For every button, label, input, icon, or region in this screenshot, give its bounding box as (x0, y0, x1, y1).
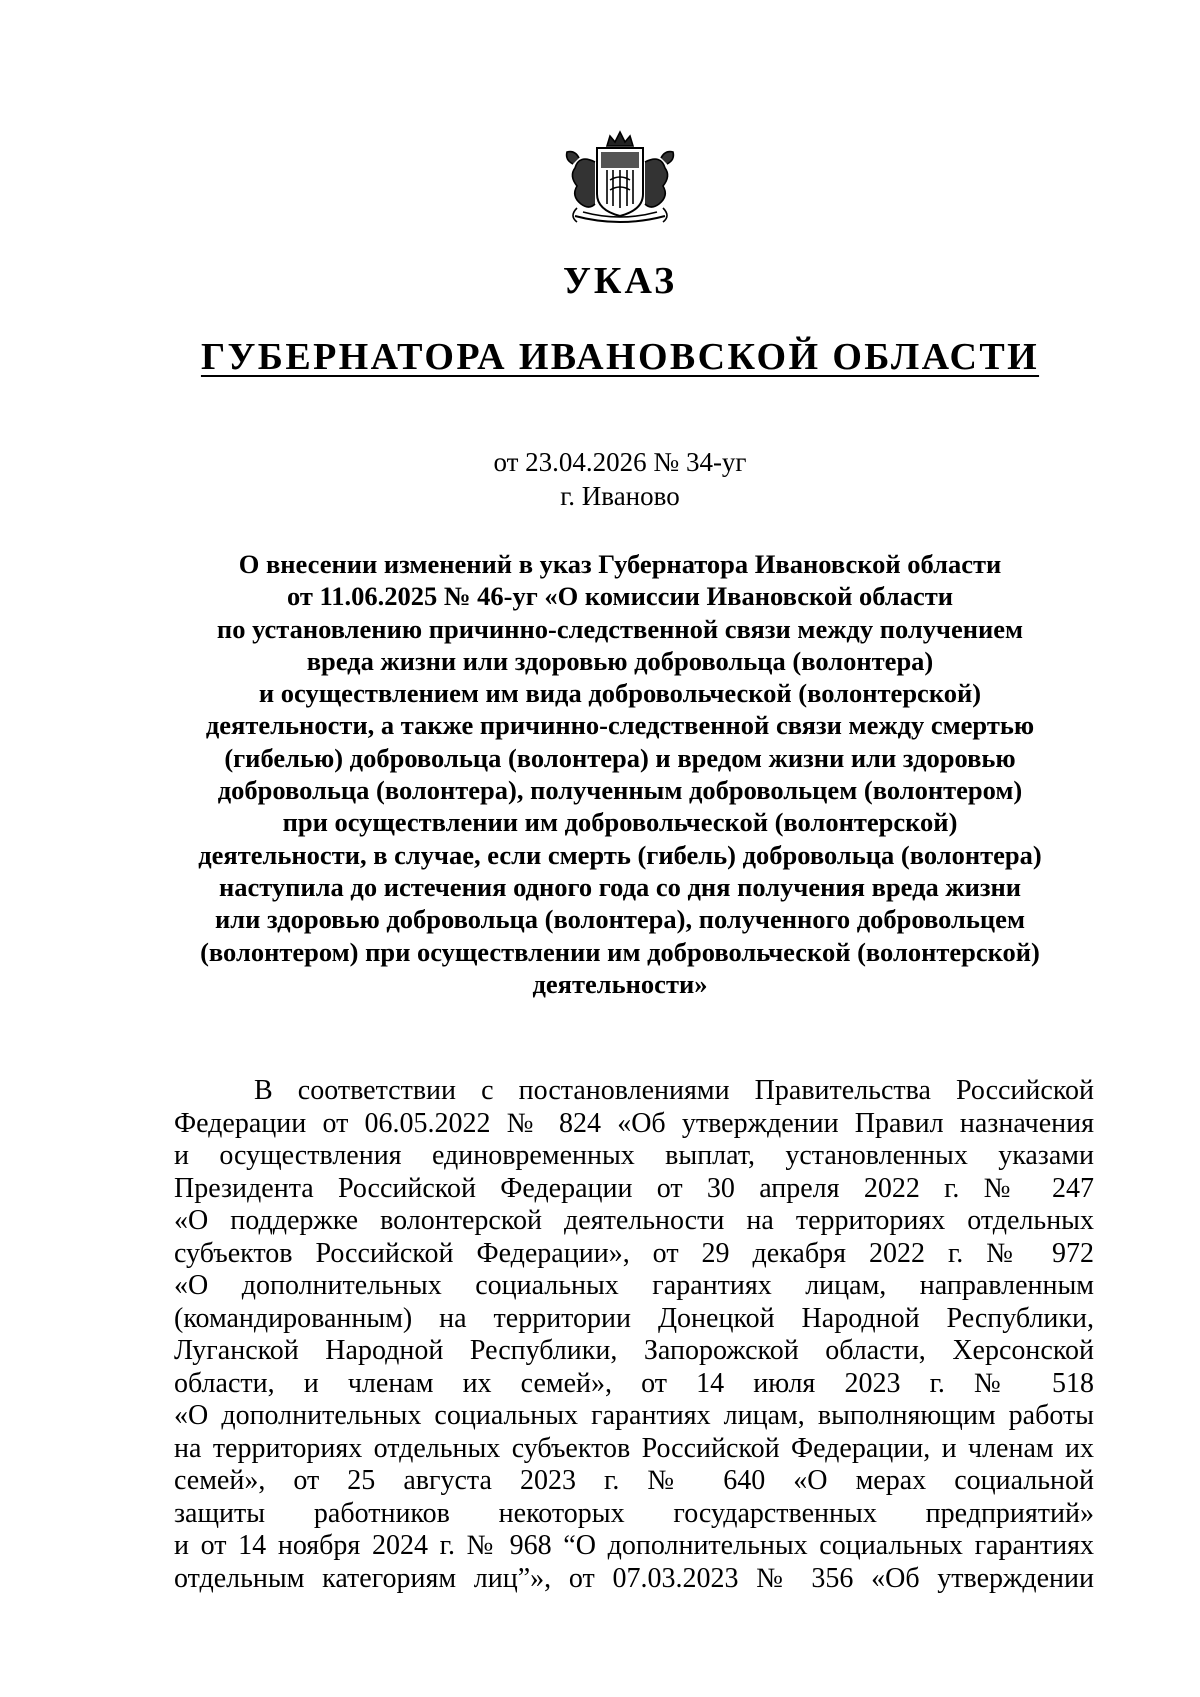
heading-line: наступила до истечения одного года со дня получения вреда жизни (218, 871, 1022, 902)
coat-of-arms-svg (555, 124, 685, 230)
heading-line: по установлению причинно-следственной связи между получением (216, 613, 1024, 644)
body-line: Федерации от 06.05.2022 № 824 «Об утверждении Правил назначения (174, 1107, 1094, 1139)
document-type-title: УКАЗ (563, 260, 677, 302)
document-city: г. Иваново (560, 481, 680, 511)
body-line: отдельным категориям лиц”», от 07.03.2023 № 356 «Об утверждении (174, 1562, 1094, 1594)
document-body (174, 1075, 1094, 1595)
heading-line: О внесении изменений в указ Губернатора Ивановской области (238, 549, 1002, 579)
heading-line: при осуществлении им добровольческой (волонтерской) (282, 807, 958, 838)
body-line: защиты работников некоторых государственных предприятий» (174, 1497, 1094, 1529)
heading-line: (гибелью) добровольца (волонтера) и вредом жизни или здоровью (224, 742, 1016, 773)
body-line: на территориях отдельных субъектов Российской Федерации, и членам их (174, 1432, 1094, 1464)
heading-line: деятельности, а также причинно-следственной связи между смертью (205, 710, 1035, 741)
body-line: субъектов Российской Федерации», от 29 декабря 2022 г. № 972 (174, 1237, 1094, 1269)
body-line: области, и членам их семей», от 14 июля 2023 г. № 518 (174, 1367, 1094, 1399)
heading-line: или здоровью добровольца (волонтера), полученного добровольцем (214, 904, 1025, 935)
issuer-title (0, 338, 1200, 376)
heading-line: деятельности, в случае, если смерть (гибель) добровольца (волонтера) (198, 839, 1042, 870)
body-line: и от 14 ноября 2024 г. № 968 “О дополнительных социальных гарантиях (174, 1530, 1094, 1561)
body-line: семей», от 25 августа 2023 г. № 640 «О мерах социальной (174, 1465, 1094, 1496)
heading-line: вреда жизни или здоровью добровольца (волонтера) (306, 645, 934, 676)
heading-line: добровольца (волонтера), полученным добровольцем (волонтером) (217, 775, 1023, 806)
document-date-number: от 23.04.2026 № 34-уг (493, 447, 747, 477)
body-line: и осуществления единовременных выплат, установленных указами (174, 1140, 1094, 1171)
document-heading (160, 548, 1080, 1000)
coat-of-arms-icon (555, 124, 685, 230)
body-line: Луганской Народной Республики, Запорожской области, Херсонской (174, 1335, 1094, 1366)
issuer-title-text: ГУБЕРНАТОРА ИВАНОВСКОЙ ОБЛАСТИ (200, 336, 1040, 378)
body-line: В соответствии с постановлениями Правительства Российской (254, 1075, 1094, 1106)
body-line: «О дополнительных социальных гарантиях лицам, направленным (174, 1270, 1094, 1301)
heading-line: (волонтером) при осуществлении им добровольческой (волонтерской) (200, 936, 1040, 967)
body-line: «О поддержке волонтерской деятельности на территориях отдельных (174, 1205, 1094, 1236)
heading-line: от 11.06.2025 № 46-уг «О комиссии Ивановской области (286, 581, 954, 612)
body-line: (командированным) на территории Донецкой Народной Республики, (174, 1302, 1094, 1334)
heading-line: и осуществлением им вида добровольческой (волонтерской) (258, 678, 982, 709)
body-line: «О дополнительных социальных гарантиях лицам, выполняющим работы (174, 1400, 1094, 1431)
body-line: Президента Российской Федерации от 30 апреля 2022 г. № 247 (174, 1172, 1094, 1204)
heading-line: деятельности» (532, 968, 708, 999)
